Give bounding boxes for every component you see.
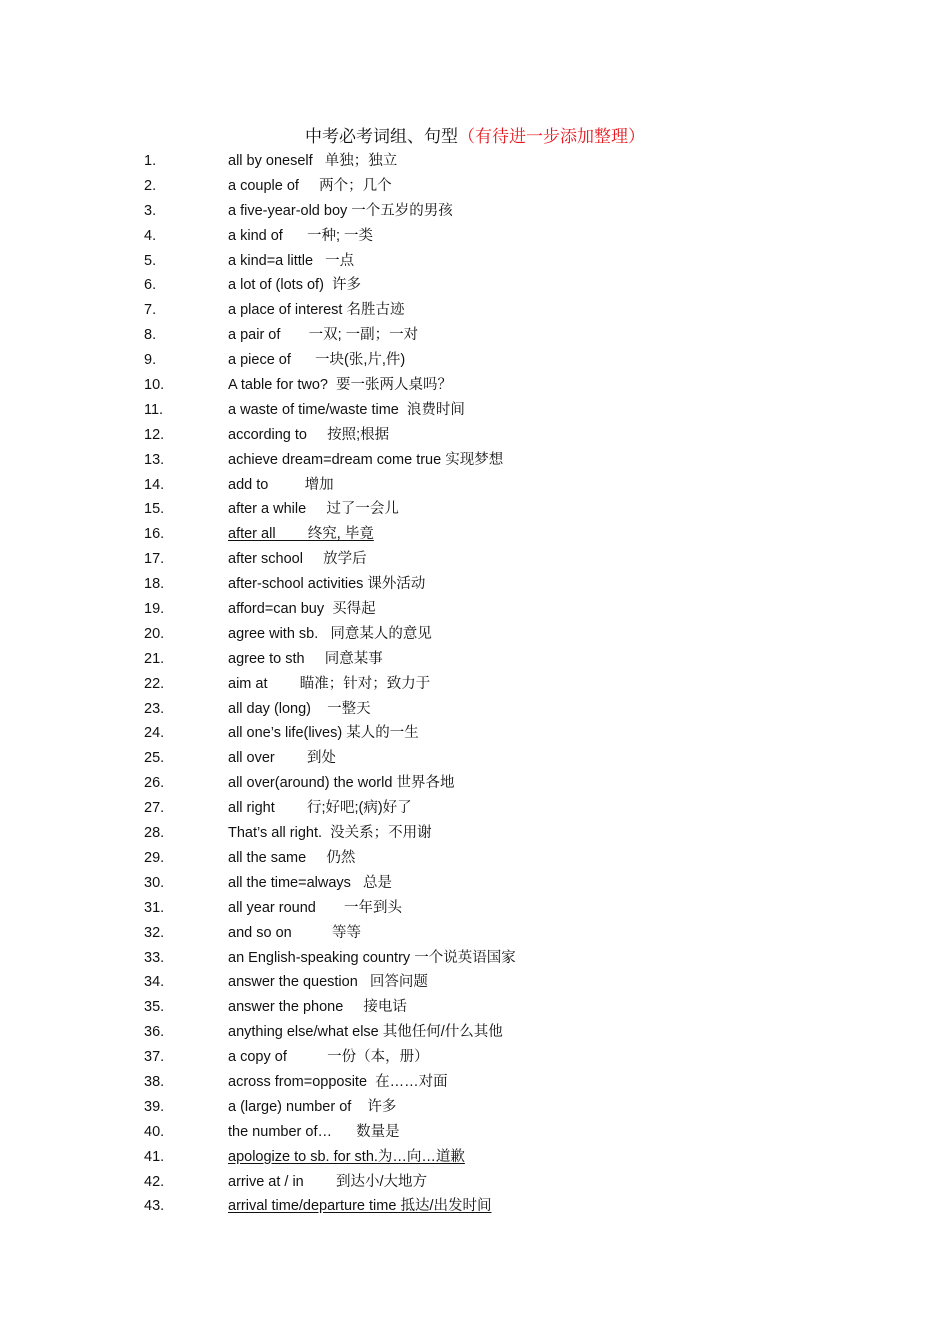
item-number: 36.	[144, 1024, 165, 1041]
list-item	[0, 796, 950, 821]
phrase-text: a place of interest 名胜古迹	[228, 302, 405, 319]
phrase-text: all the time=always 总是	[228, 874, 392, 891]
item-number: 25.	[144, 750, 165, 767]
item-number: 9.	[144, 352, 157, 369]
list-item	[0, 721, 950, 746]
list-item	[0, 149, 950, 174]
list-item	[0, 1120, 950, 1145]
phrase-text: after-school activities 课外活动	[228, 576, 426, 593]
phrase-text: a (large) number of 许多	[228, 1098, 397, 1115]
item-number: 21.	[144, 650, 165, 667]
item-number: 3.	[144, 202, 157, 219]
list-item	[0, 273, 950, 298]
phrase-text: across from=opposite 在……对面	[228, 1073, 448, 1090]
list-item	[0, 423, 950, 448]
item-number: 15.	[144, 501, 165, 518]
list-item	[0, 846, 950, 871]
phrase-text: all by oneself 单独；独立	[228, 153, 398, 169]
document-title	[0, 124, 950, 150]
item-number: 40.	[144, 1123, 165, 1140]
phrase-text: apologize to sb. for sth.为…向…道歉	[228, 1148, 465, 1165]
phrase-text: arrive at / in 到达小/大地方	[228, 1173, 428, 1190]
item-number: 1.	[144, 153, 157, 169]
phrase-text: achieve dream=dream come true 实现梦想	[228, 451, 504, 468]
phrase-text: all day (long) 一整天	[228, 700, 371, 717]
phrase-text: after a while 过了一会儿	[228, 501, 399, 518]
item-number: 10.	[144, 377, 165, 394]
phrase-text: A table for two? 要一张两人桌吗？	[228, 377, 453, 394]
phrase-text: answer the question 回答问题	[228, 974, 428, 991]
phrase-text: all over(around) the world 世界各地	[228, 775, 455, 792]
phrase-text: a lot of (lots of) 许多	[228, 277, 361, 294]
item-number: 16.	[144, 526, 165, 543]
phrase-text: all right 行;好吧;(病)好了	[228, 800, 412, 817]
item-number: 4.	[144, 227, 157, 244]
phrase-text: all the same 仍然	[228, 849, 356, 866]
phrase-text: anything else/what else 其他任何/什么其他	[228, 1024, 503, 1041]
list-item	[0, 647, 950, 672]
list-item	[0, 1145, 950, 1170]
title-note: （有待进一步添加整理）	[458, 127, 645, 147]
list-item	[0, 298, 950, 323]
list-item	[0, 995, 950, 1020]
item-number: 6.	[144, 277, 157, 294]
item-number: 34.	[144, 974, 165, 991]
list-item	[0, 572, 950, 597]
list-item	[0, 1045, 950, 1070]
list-item	[0, 896, 950, 921]
list-item	[0, 946, 950, 971]
item-number: 24.	[144, 725, 165, 742]
phrase-text: a five-year-old boy 一个五岁的男孩	[228, 202, 453, 219]
list-item	[0, 746, 950, 771]
phrase-text: a copy of 一份（本，册）	[228, 1049, 429, 1066]
list-item	[0, 771, 950, 796]
list-item	[0, 921, 950, 946]
item-number: 8.	[144, 327, 157, 344]
list-item	[0, 473, 950, 498]
phrase-text: afford=can buy 买得起	[228, 601, 376, 618]
phrase-text: a pair of 一双; 一副；一对	[228, 327, 419, 344]
item-number: 31.	[144, 899, 165, 916]
item-number: 37.	[144, 1049, 165, 1066]
list-item	[0, 1070, 950, 1095]
item-number: 43.	[144, 1198, 165, 1215]
list-item	[0, 597, 950, 622]
list-item	[0, 697, 950, 722]
list-item	[0, 174, 950, 199]
list-item	[0, 547, 950, 572]
item-number: 39.	[144, 1098, 165, 1115]
item-number: 29.	[144, 849, 165, 866]
list-item	[0, 249, 950, 274]
list-item	[0, 448, 950, 473]
list-item	[0, 1020, 950, 1045]
item-number: 33.	[144, 949, 165, 966]
phrase-text: arrival time/departure time 抵达/出发时间	[228, 1198, 492, 1215]
item-number: 38.	[144, 1073, 165, 1090]
list-item	[0, 871, 950, 896]
phrase-text: add to 增加	[228, 476, 334, 493]
phrase-text: a piece of 一块(张,片,件)	[228, 352, 406, 369]
list-item	[0, 199, 950, 224]
phrase-text: a kind=a little 一点	[228, 252, 355, 269]
phrase-text: after all 终究, 毕竟	[228, 526, 374, 543]
list-item	[0, 224, 950, 249]
phrase-text: according to 按照;根据	[228, 426, 390, 443]
phrase-text: all one’s life(lives) 某人的一生	[228, 725, 419, 742]
list-item	[0, 497, 950, 522]
item-number: 22.	[144, 675, 165, 692]
item-number: 23.	[144, 700, 165, 717]
item-number: 13.	[144, 451, 165, 468]
list-item	[0, 398, 950, 423]
list-item	[0, 1095, 950, 1120]
list-item	[0, 622, 950, 647]
phrase-text: a kind of 一种; 一类	[228, 227, 374, 244]
list-item	[0, 821, 950, 846]
phrase-text: all year round 一年到头	[228, 899, 403, 916]
item-number: 18.	[144, 576, 165, 593]
item-number: 14.	[144, 476, 165, 493]
list-item	[0, 1170, 950, 1195]
item-number: 30.	[144, 874, 165, 891]
item-number: 35.	[144, 999, 165, 1016]
phrase-text: a couple of 两个；几个	[228, 177, 392, 194]
item-number: 19.	[144, 601, 165, 618]
phrase-text: after school 放学后	[228, 551, 367, 568]
list-item	[0, 348, 950, 373]
phrase-text: a waste of time/waste time 浪费时间	[228, 401, 465, 418]
list-item	[0, 522, 950, 547]
item-number: 26.	[144, 775, 165, 792]
phrase-text: all over 到处	[228, 750, 336, 767]
phrase-list	[0, 149, 950, 1219]
phrase-text: answer the phone 接电话	[228, 999, 407, 1016]
item-number: 42.	[144, 1173, 165, 1190]
item-number: 17.	[144, 551, 165, 568]
phrase-text: That’s all right. 没关系；不用谢	[228, 825, 432, 842]
title-main: 中考必考词组、句型	[305, 127, 458, 147]
phrase-text: agree to sth 同意某事	[228, 650, 383, 667]
item-number: 32.	[144, 924, 165, 941]
item-number: 2.	[144, 177, 157, 194]
item-number: 27.	[144, 800, 165, 817]
item-number: 7.	[144, 302, 157, 319]
phrase-text: and so on 等等	[228, 924, 361, 941]
list-item	[0, 373, 950, 398]
phrase-text: an English-speaking country 一个说英语国家	[228, 949, 516, 966]
list-item	[0, 323, 950, 348]
list-item	[0, 672, 950, 697]
list-item	[0, 1194, 950, 1219]
item-number: 5.	[144, 252, 157, 269]
item-number: 41.	[144, 1148, 165, 1165]
phrase-text: agree with sb. 同意某人的意见	[228, 625, 432, 642]
list-item	[0, 970, 950, 995]
item-number: 11.	[144, 401, 164, 418]
item-number: 28.	[144, 825, 165, 842]
item-number: 20.	[144, 625, 165, 642]
phrase-text: the number of… 数量是	[228, 1123, 400, 1140]
phrase-text: aim at 瞄准；针对；致力于	[228, 675, 431, 692]
item-number: 12.	[144, 426, 165, 443]
